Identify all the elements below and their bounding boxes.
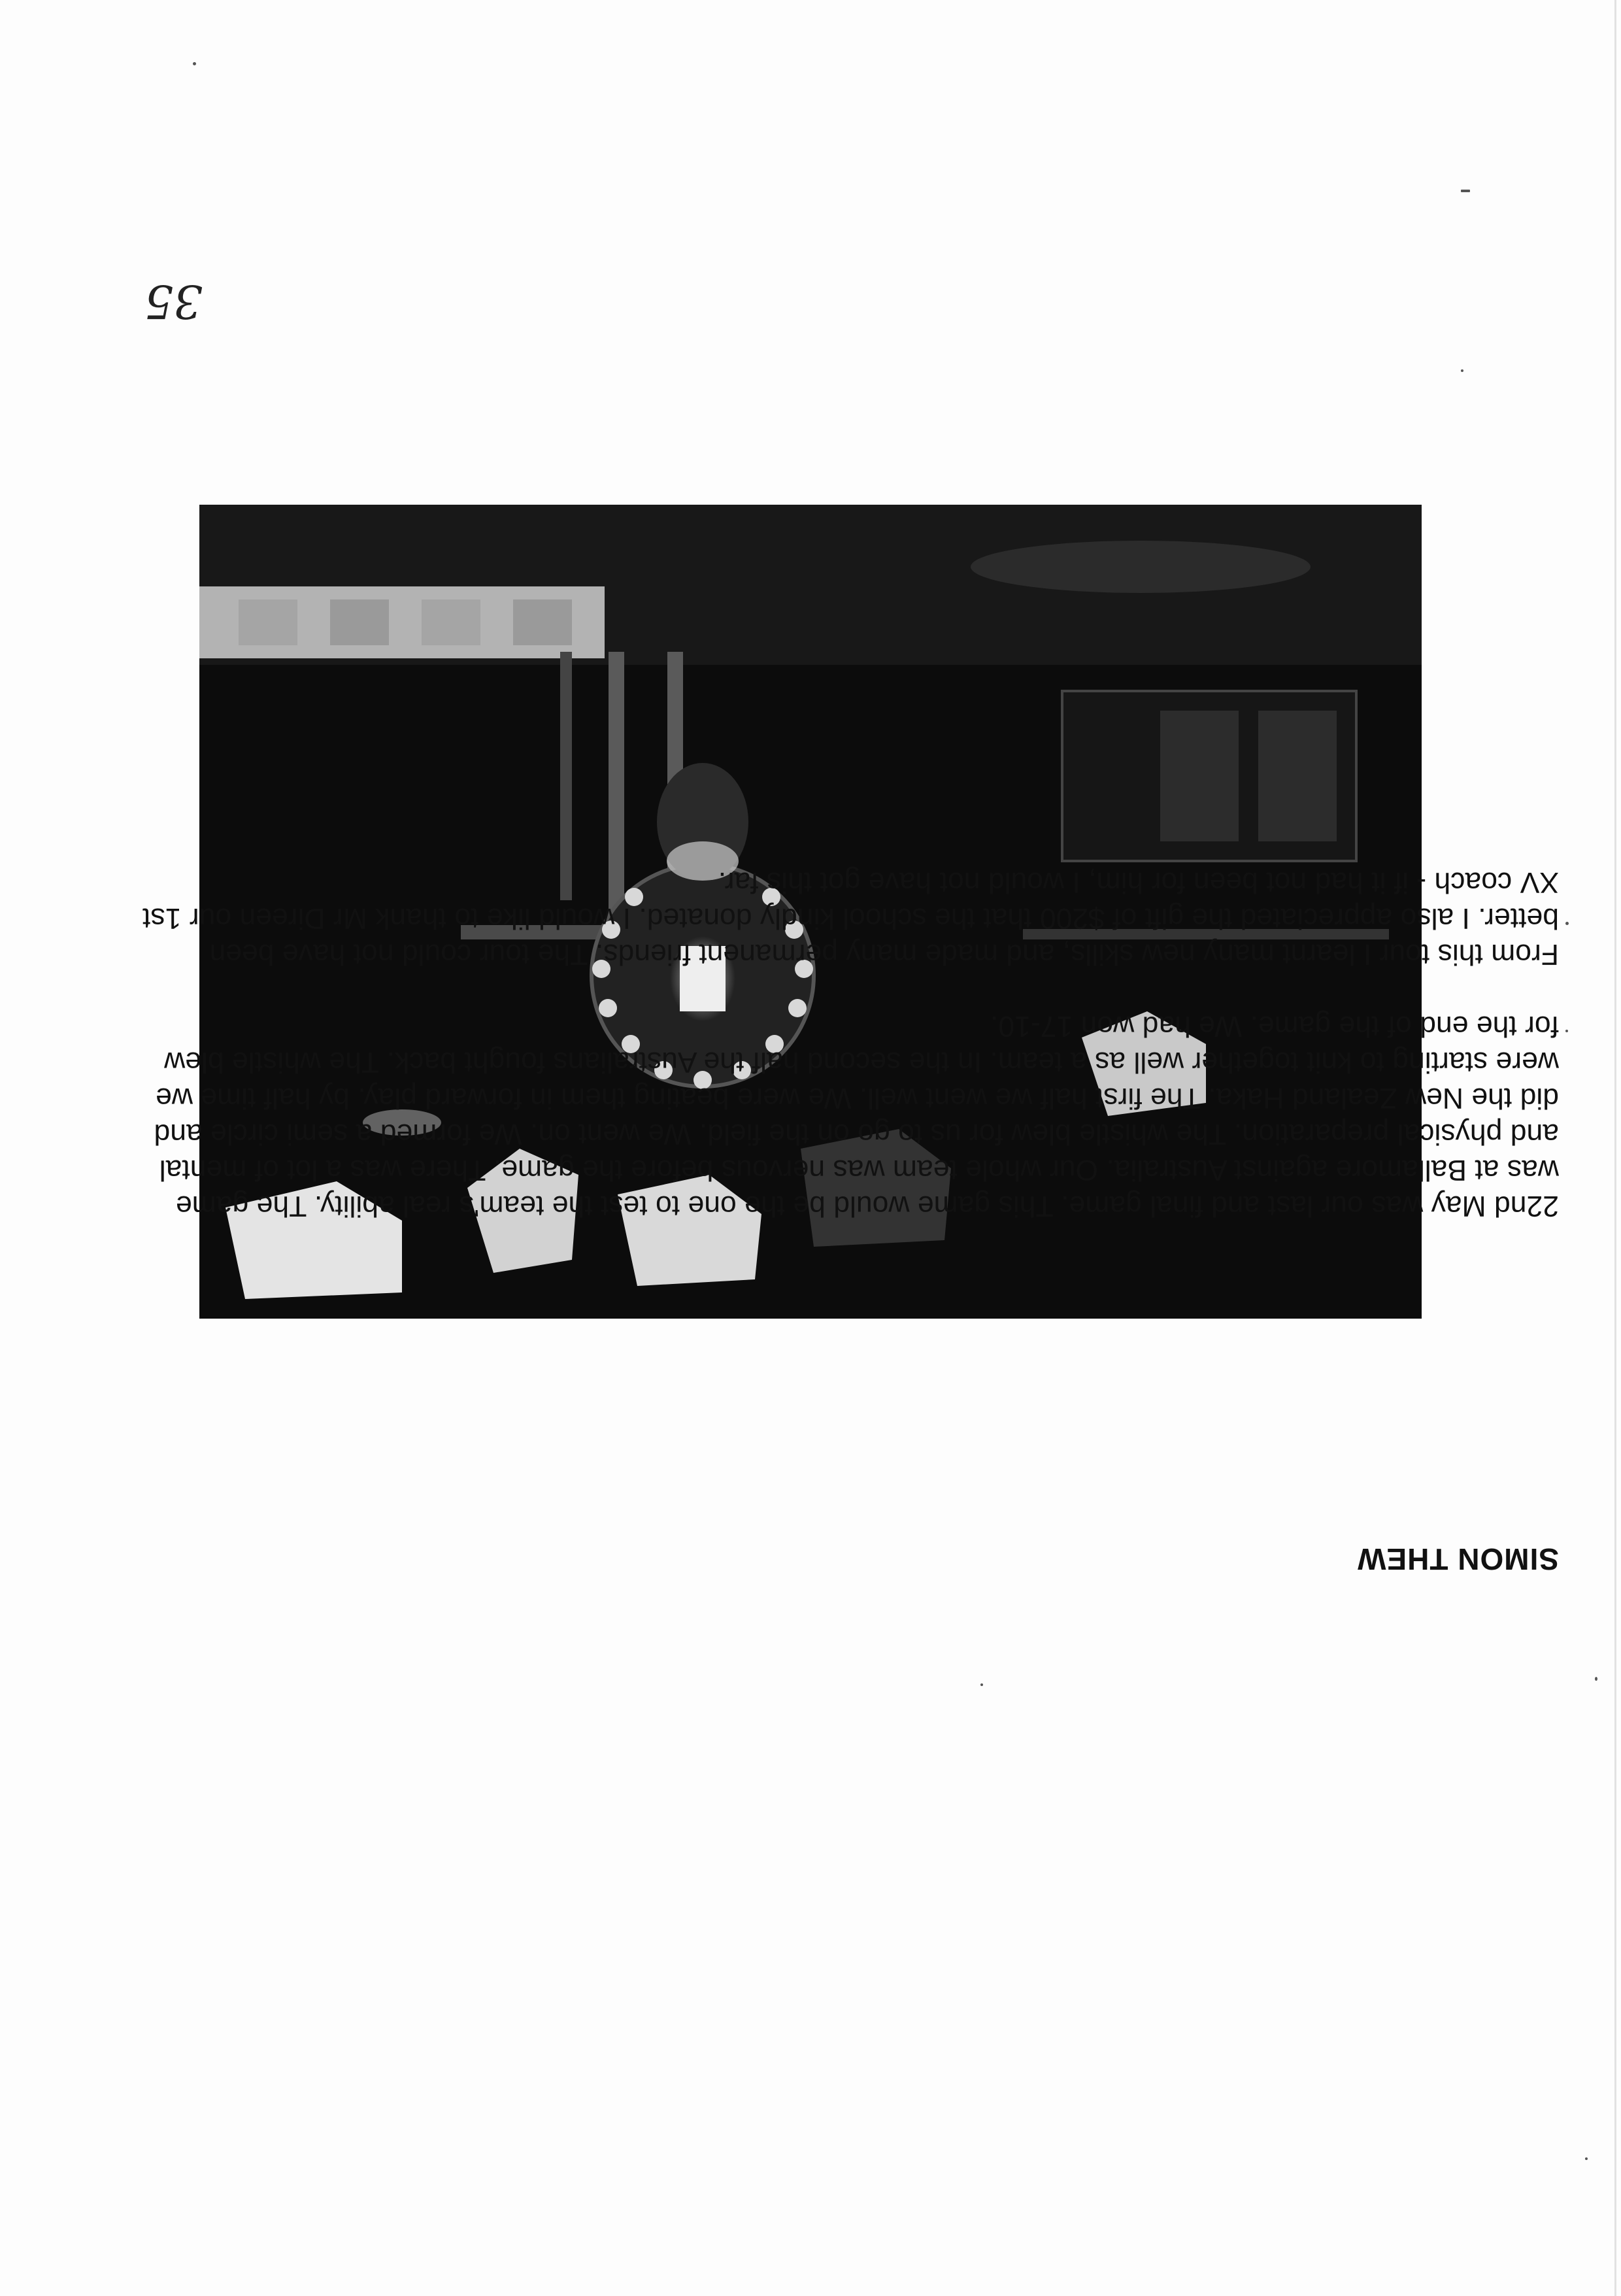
handwritten-page-number: 35 — [144, 275, 203, 328]
scan-speck — [1595, 1677, 1597, 1681]
article-body — [134, 864, 1559, 1224]
scan-speck — [1565, 1030, 1568, 1032]
scan-speck — [1565, 922, 1569, 925]
scan-speck — [1461, 369, 1463, 372]
scan-speck — [1585, 2157, 1588, 2160]
author-signature: SIMON THEW — [1357, 1542, 1559, 1576]
paragraph-reflection: From this tour I learnt many new skills, and made many permanent friends. The tour could not have been better. I also appreciated the gift of $200 that the school kindly donated. I would like to thank Mr Direen our 1st XV coach - if it had not been for him, I would not have got this far. — [142, 866, 1559, 970]
scan-speck — [980, 1683, 983, 1686]
scan-speck — [1461, 190, 1470, 192]
paragraph-game-report: 22nd May was our last and final game. This game would be the one to test the team's real ability. The game was at Ballamore against Australia. Our whole team was nervous before the game. There was a lot of mental and physical preparation. The whistle blew for us to go on the field. We went on. We formed a semi circle and did the New Zealand Haka. The first half we went well. We were beating them in forward play. by half time we were starting to knit together well as a team. In the second half the Australians fought back. The whistle blew for the end of the game. We had won 17-10. — [154, 1010, 1559, 1222]
scan-speck — [193, 62, 196, 65]
